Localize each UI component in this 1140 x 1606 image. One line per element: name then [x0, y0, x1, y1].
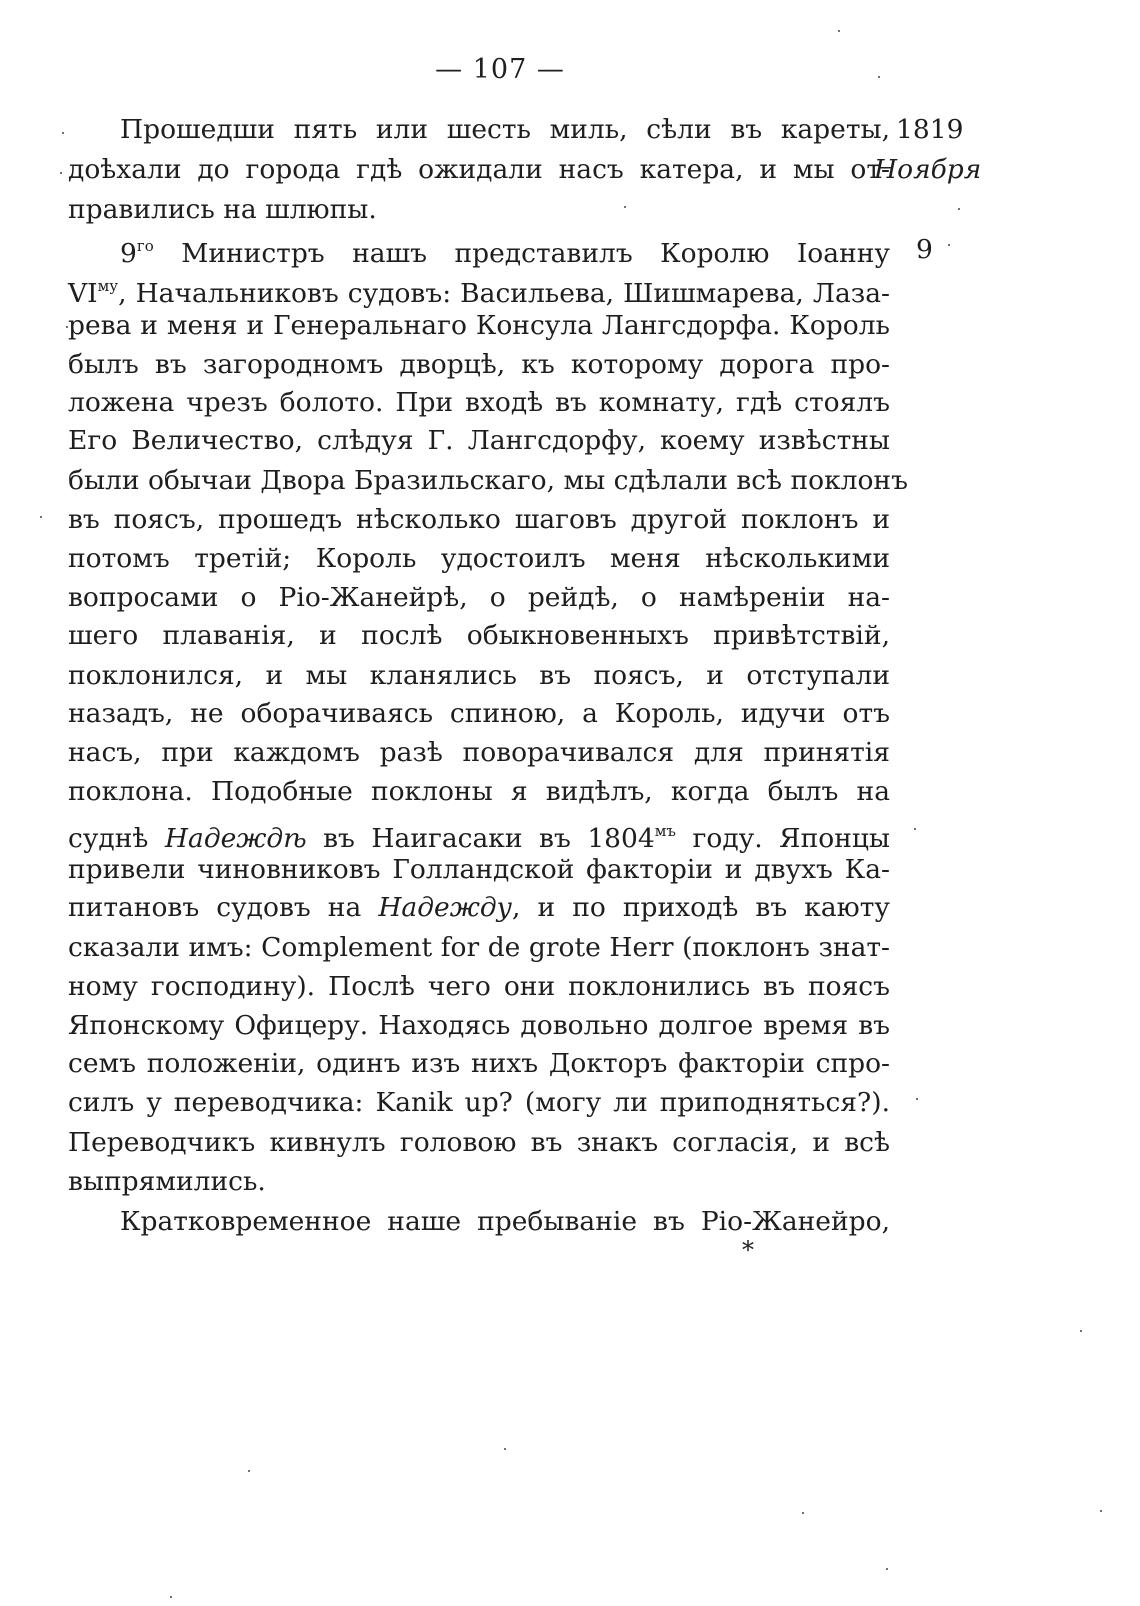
- scan-speck: [914, 828, 916, 830]
- scan-speck: [958, 208, 960, 210]
- text-line-11: въ поясъ, прошедъ нѣсколько шаговъ другой поклонъ и: [68, 504, 890, 535]
- scan-speck: [40, 516, 42, 518]
- text-line-13: вопросами о Ріо-Жанейрѣ, о рейдѣ, о намѣреніи на-: [68, 582, 890, 613]
- ship-name-nadezhdu: Надежду: [378, 892, 512, 923]
- text-line-24: Японскому Офицеру. Находясь довольно долгое время въ: [68, 1010, 890, 1041]
- superscript-my: мъ: [654, 822, 676, 840]
- margin-day: 9: [916, 234, 933, 265]
- text-line-14: шего плаванія, и послѣ обыкновенныхъ привѣтствій,: [68, 620, 890, 651]
- text-line-1: Прошедши пять или шесть миль, сѣли въ кареты,: [120, 114, 890, 145]
- text-line-3: правились на шлюпы.: [68, 194, 377, 225]
- scan-speck: [886, 1568, 888, 1570]
- text-line-23: ному господину). Послѣ чего они поклонились въ поясъ: [68, 971, 890, 1002]
- page-number: — 107 —: [435, 54, 565, 85]
- date-prefix: $9^{го}$: [120, 237, 154, 269]
- superscript-mu: му: [97, 277, 119, 295]
- text-line-18: поклона. Подобные поклоны я видѣлъ, когда былъ на: [68, 776, 890, 807]
- scan-speck: [916, 1098, 918, 1100]
- text-line-4: [120, 226, 890, 269]
- text-line-26: силъ у переводчика: Kanik up? (могу ли приподняться?).: [68, 1087, 890, 1118]
- text-line-19: [68, 811, 890, 854]
- text-line-22: сказали имъ: Complement for de grote Herr (поклонъ знат-: [68, 932, 890, 963]
- text-line-19-part-d: году. Японцы: [692, 823, 890, 854]
- text-line-10: были обычаи Двора Бразильскаго, мы сдѣлали всѣ поклонъ: [68, 465, 908, 496]
- text-line-19-part-c: въ Наигасаки въ $1804^{мъ}$: [323, 822, 676, 854]
- text-line-27: Переводчикъ кивнулъ головою въ знакъ согласія, и всѣ: [68, 1127, 890, 1158]
- scan-speck: [170, 1596, 172, 1598]
- text-line-5-body: , Начальниковъ судовъ: Васильева, Шишмарева, Лаза-: [118, 278, 890, 309]
- scan-speck: [948, 244, 950, 246]
- text-line-9: Его Величество, слѣдуя Г. Лангсдорфу, коему извѣстны: [68, 425, 890, 456]
- text-line-12: потомъ третій; Король удостоилъ меня нѣсколькими: [68, 543, 890, 574]
- text-line-19-part-a: суднѣ: [68, 823, 149, 854]
- text-line-21-part-c: , и по приходѣ въ каюту: [512, 892, 890, 923]
- roman-numeral: $VI^{му}$: [68, 277, 119, 309]
- scan-speck: [624, 206, 626, 208]
- text-line-4-body: Министръ нашъ представилъ Королю Іоанну: [181, 238, 890, 269]
- scan-speck: [1080, 1330, 1082, 1332]
- margin-month: Ноября: [874, 154, 982, 185]
- signature-asterisk: *: [742, 1236, 754, 1264]
- text-line-20: привели чиновниковъ Голландской факторіи и двухъ Ка-: [68, 854, 890, 885]
- scan-speck: [504, 1448, 506, 1450]
- scan-speck: [838, 30, 840, 32]
- text-line-6: рева и меня и Генеральнаго Консула Лангсдорфа. Король: [68, 310, 890, 341]
- scan-speck: [1100, 1510, 1102, 1512]
- text-line-15: поклонился, и мы кланялись въ поясъ, и отступали: [68, 660, 890, 691]
- text-line-21: [68, 888, 890, 928]
- text-line-2: доѣхали до города гдѣ ожидали насъ катера, и мы от-: [68, 154, 890, 185]
- text-line-28: выпрямились.: [68, 1166, 266, 1197]
- text-line-29: Кратковременное наше пребываніе въ Ріо-Жанейро,: [120, 1206, 890, 1237]
- text-line-5: [68, 266, 890, 309]
- scan-speck: [248, 1470, 250, 1472]
- scan-speck: [62, 132, 64, 134]
- margin-year: 1819: [896, 114, 964, 145]
- scan-speck: [66, 326, 68, 328]
- scan-speck: [60, 172, 62, 174]
- text-line-8: ложена чрезъ болото. При входѣ въ комнату, гдѣ стоялъ: [68, 387, 890, 418]
- superscript-go: го: [136, 237, 154, 255]
- text-line-25: семъ положеніи, одинъ изъ нихъ Докторъ факторіи спро-: [68, 1048, 890, 1079]
- ship-name-nadezhda: Надеждѣ: [164, 823, 307, 854]
- text-line-17: насъ, при каждомъ разѣ поворачивался для принятія: [68, 737, 890, 768]
- text-line-21-part-a: питановъ судовъ на: [68, 892, 362, 923]
- scan-speck: [878, 76, 880, 78]
- text-line-16: назадъ, не оборачиваясь спиною, а Король, идучи отъ: [68, 698, 890, 729]
- scan-speck: [802, 1512, 804, 1514]
- text-line-7: былъ въ загородномъ дворцѣ, къ которому дорога про-: [68, 349, 890, 380]
